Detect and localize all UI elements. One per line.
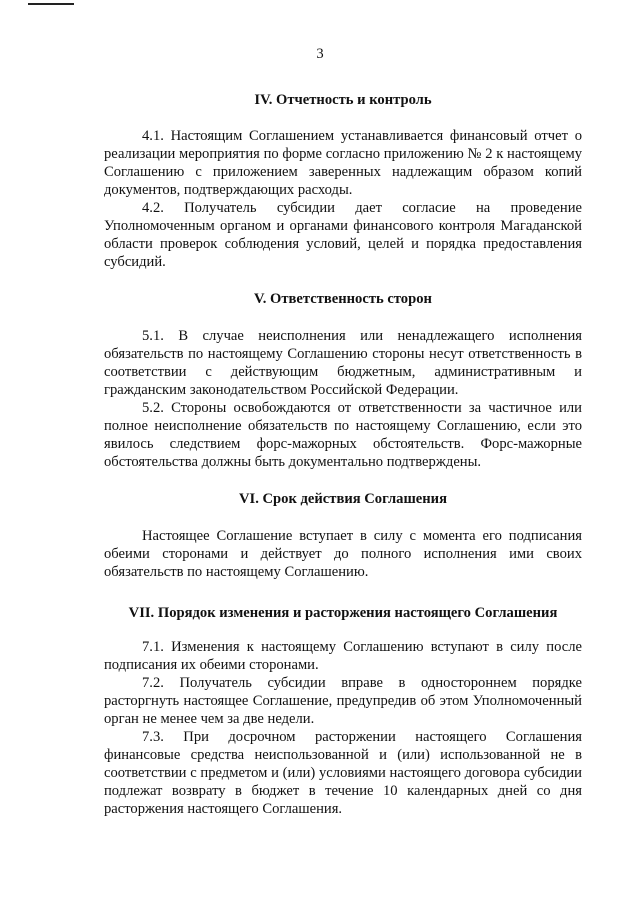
page-number: 3 — [316, 46, 324, 62]
paragraph-6: Настоящее Соглашение вступает в силу с момента его подписания обеими сторонами и действует до полного исполнения ими своих обязательств по настоящему Соглашению. — [104, 528, 582, 580]
paragraph-5-1: 5.1. В случае неисполнения или ненадлежащего исполнения обязательств по настоящему Соглашению стороны несут ответственность в соответствии с действующим бюджетным, административным и гражданским законодательством Российской Федерации. — [104, 328, 582, 398]
section-vi-heading: VI. Срок действия Соглашения — [239, 491, 447, 507]
paragraph-7-1: 7.1. Изменения к настоящему Соглашению вступают в силу после подписания их обеими сторонами. — [104, 639, 582, 673]
paragraph-7-3: 7.3. При досрочном расторжении настоящего Соглашения финансовые средства неиспользованной и (или) использованной не в соответствии с предметом и (или) условиями настоящего договора субсидии подлежат возврату в бюджет в течение 10 календарных дней со дня расторжения настоящего Соглашения. — [104, 729, 582, 817]
section-v-heading: V. Ответственность сторон — [254, 291, 432, 307]
scan-edge-mark — [28, 3, 74, 5]
paragraph-5-2: 5.2. Стороны освобождаются от ответственности за частичное или полное неисполнение обязательств по настоящему Соглашению, если это явилось следствием форс-мажорных обстоятельств. Форс-мажорные обстоятельства должны быть документально подтверждены. — [104, 400, 582, 470]
section-iv-heading: IV. Отчетность и контроль — [254, 92, 432, 108]
section-vii-heading: VII. Порядок изменения и расторжения настоящего Соглашения — [128, 605, 558, 621]
paragraph-4-2: 4.2. Получатель субсидии дает согласие на проведение Уполномоченным органом и органами финансового контроля Магаданской области проверок соблюдения условий, целей и порядка предоставления субсидий. — [104, 200, 582, 270]
paragraph-4-1: 4.1. Настоящим Соглашением устанавливается финансовый отчет о реализации мероприятия по форме согласно приложению № 2 к настоящему Соглашению с приложением заверенных надлежащим образом копий документов, подтверждающих расходы. — [104, 128, 582, 198]
paragraph-7-2: 7.2. Получатель субсидии вправе в одностороннем порядке расторгнуть настоящее Соглашение, предупредив об этом Уполномоченный орган не менее чем за две недели. — [104, 675, 582, 727]
